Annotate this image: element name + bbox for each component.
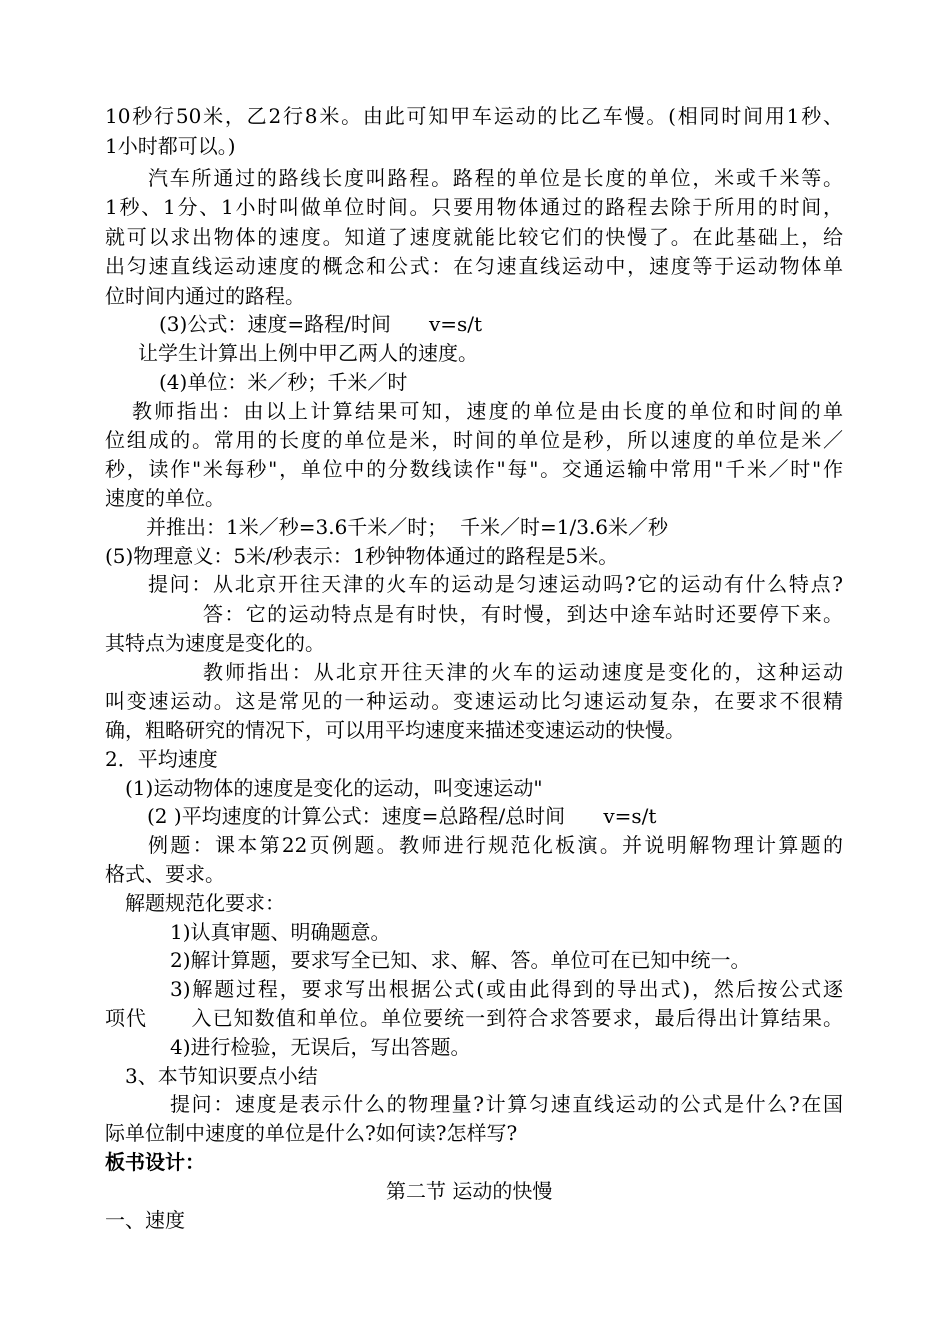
text-line: 教师指出：由以上计算结果可知，速度的单位是由长度的单位和时间的单 bbox=[132, 399, 843, 423]
text-line: 教师指出：从北京开往天津的火车的运动速度是变化的，这种运动 bbox=[203, 660, 843, 684]
text-line: 一、速度 bbox=[105, 1208, 185, 1232]
text-line: (1)运动物体的速度是变化的运动，叫变速运动" bbox=[125, 776, 543, 800]
text-line: 汽车所通过的路线长度叫路程。路程的单位是长度的单位，米或千米等。 bbox=[148, 166, 843, 190]
text-line: 就可以求出物体的速度。知道了速度就能比较它们的快慢了。在此基础上，给 bbox=[105, 225, 843, 249]
text-line: 其特点为速度是变化的。 bbox=[105, 631, 325, 655]
text-line: 项代 入已知数值和单位。单位要统一到符合求答要求，最后得出计算结果。 bbox=[105, 1006, 843, 1030]
text-line: (2 )平均速度的计算公式：速度=总路程/总时间 v=s/t bbox=[147, 804, 657, 828]
text-line: 3)解题过程，要求写出根据公式(或由此得到的导出式)，然后按公式逐 bbox=[170, 977, 843, 1001]
text-line: 第二节 运动的快慢 bbox=[386, 1179, 553, 1203]
text-line: 出匀速直线运动速度的概念和公式：在匀速直线运动中，速度等于运动物体单 bbox=[105, 254, 843, 278]
text-line: 提问：从北京开往天津的火车的运动是匀速运动吗?它的运动有什么特点? bbox=[148, 572, 843, 596]
text-line: 位时间内通过的路程。 bbox=[105, 284, 305, 308]
text-line: 格式、要求。 bbox=[105, 862, 225, 886]
text-line: 3、本节知识要点小结 bbox=[125, 1064, 318, 1088]
section-heading: 板书设计： bbox=[105, 1150, 205, 1174]
text-line: 10秒行50米，乙2行8米。由此可知甲车运动的比乙车慢。(相同时间用1秒、 bbox=[105, 104, 843, 128]
text-line: (5)物理意义：5米/秒表示：1秒钟物体通过的路程是5米。 bbox=[105, 544, 619, 568]
text-line: 1秒、1分、1小时叫做单位时间。只要用物体通过的路程去除于所用的时间， bbox=[105, 195, 843, 219]
text-line: 1小时都可以。) bbox=[105, 134, 236, 158]
text-line: 位组成的。常用的长度的单位是米，时间的单位是秒，所以速度的单位是米／ bbox=[105, 428, 843, 452]
text-line: 2)解计算题，要求写全已知、求、解、答。单位可在已知中统一。 bbox=[170, 948, 751, 972]
text-line: 2．平均速度 bbox=[105, 747, 218, 771]
text-line: 速度的单位。 bbox=[105, 486, 225, 510]
text-line: 让学生计算出上例中甲乙两人的速度。 bbox=[138, 341, 478, 365]
text-line: 4)进行检验，无误后，写出答题。 bbox=[170, 1035, 471, 1059]
text-line: 秒，读作"米每秒"，单位中的分数线读作"每"。交通运输中常用"千米／时"作 bbox=[105, 457, 843, 481]
text-line: 例题：课本第22页例题。教师进行规范化板演。并说明解物理计算题的 bbox=[148, 833, 843, 857]
text-line: (3)公式：速度=路程/时间 v=s/t bbox=[159, 312, 483, 336]
text-line: 1)认真审题、明确题意。 bbox=[170, 920, 391, 944]
text-line: (4)单位：米／秒；千米／时 bbox=[159, 370, 408, 394]
text-line: 并推出：1米／秒=3.6千米／时； 千米／时=1/3.6米／秒 bbox=[146, 515, 669, 539]
text-line: 确，粗略研究的情况下，可以用平均速度来描述变速运动的快慢。 bbox=[105, 718, 685, 742]
text-line: 解题规范化要求： bbox=[125, 891, 285, 915]
text-line: 叫变速运动。这是常见的一种运动。变速运动比匀速运动复杂，在要求不很精 bbox=[105, 689, 843, 713]
text-line: 提问：速度是表示什么的物理量?计算匀速直线运动的公式是什么?在国 bbox=[170, 1092, 843, 1116]
text-line: 际单位制中速度的单位是什么?如何读?怎样写? bbox=[105, 1121, 518, 1145]
text-line: 答：它的运动特点是有时快，有时慢，到达中途车站时还要停下来。 bbox=[203, 602, 843, 626]
